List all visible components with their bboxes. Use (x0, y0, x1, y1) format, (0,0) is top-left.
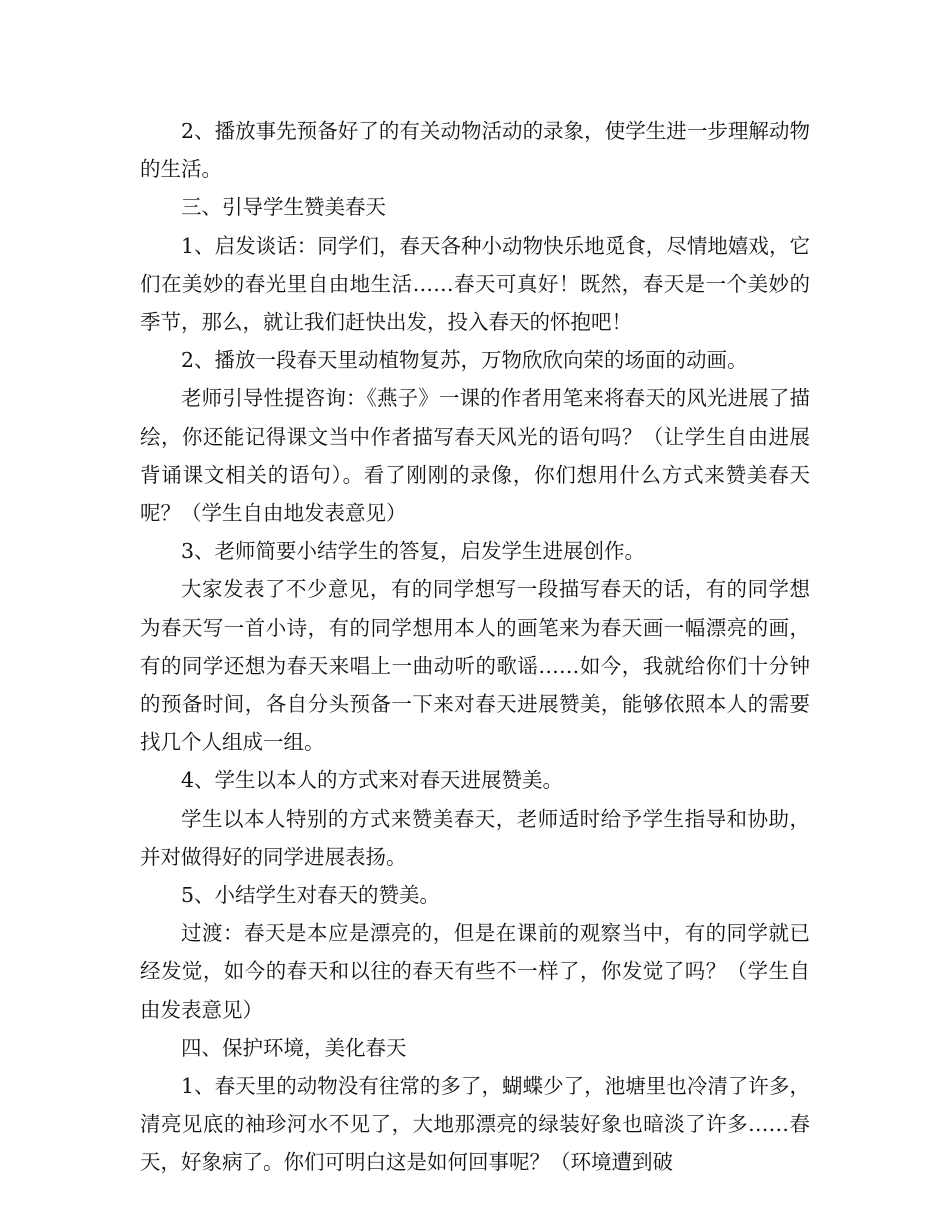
paragraph-inspire-talk: 1、启发谈话：同学们，春天各种小动物快乐地觅食，尽情地嬉戏，它们在美妙的春光里自由地生活……春天可真好！既然，春天是一个美妙的季节，那么，就让我们赶快出发，投入春天的怀抱吧！ (140, 233, 810, 335)
paragraph-summary-praise: 5、小结学生对春天的赞美。 (181, 883, 441, 908)
paragraph-teacher-guidance: 学生以本人特别的方式来赞美春天，老师适时给予学生指导和协助，并对做得好的同学进展表扬。 (140, 806, 810, 869)
paragraph-play-animation: 2、播放一段春天里动植物复苏，万物欣欣向荣的场面的动画。 (181, 348, 748, 373)
paragraph-transition: 过渡：春天是本应是漂亮的，但是在课前的观察当中，有的同学就已经发觉，如今的春天和以往的春天有些不一样了，你发觉了吗？（学生自由发表意见） (140, 921, 810, 1022)
paragraph-student-ideas: 大家发表了不少意见，有的同学想写一段描写春天的话，有的同学想为春天写一首小诗，有的同学想用本人的画笔来为春天画一幅漂亮的画，有的同学还想为春天来唱上一曲动听的歌谣……如今，我就给你们十分钟的预备时间，各自分头预备一下来对春天进展赞美，能够依照本人的需要找几个人组成一组。 (140, 577, 810, 755)
paragraph-teacher-question: 老师引导性提咨询：《燕子》一课的作者用笔来将春天的风光进展了描绘，你还能记得课文当中作者描写春天风光的语句吗？（让学生自由进展背诵课文相关的语句）。看了刚刚的录像，你们想用什么方式来赞美春天呢？（学生自由地发表意见） (140, 386, 810, 526)
paragraph-playback-video: 2、播放事先预备好了的有关动物活动的录象，使学生进一步理解动物的生活。 (140, 119, 810, 182)
paragraph-teacher-summary: 3、老师简要小结学生的答复，启发学生进展创作。 (181, 539, 646, 564)
paragraph-students-praise: 4、学生以本人的方式来对春天进展赞美。 (181, 768, 564, 793)
section-heading-protect-environment: 四、保护环境，美化春天 (181, 1035, 407, 1060)
paragraph-spring-sick: 1、春天里的动物没有往常的多了，蝴蝶少了，池塘里也冷清了许多，清亮见底的袖珍河水不见了，大地那漂亮的绿装好象也暗淡了许多……春天，好象病了。你们可明白这是如何回事呢？（环境遭到破 (140, 1074, 810, 1175)
document-page (140, 112, 810, 1182)
section-heading-praise-spring: 三、引导学生赞美春天 (181, 195, 386, 220)
